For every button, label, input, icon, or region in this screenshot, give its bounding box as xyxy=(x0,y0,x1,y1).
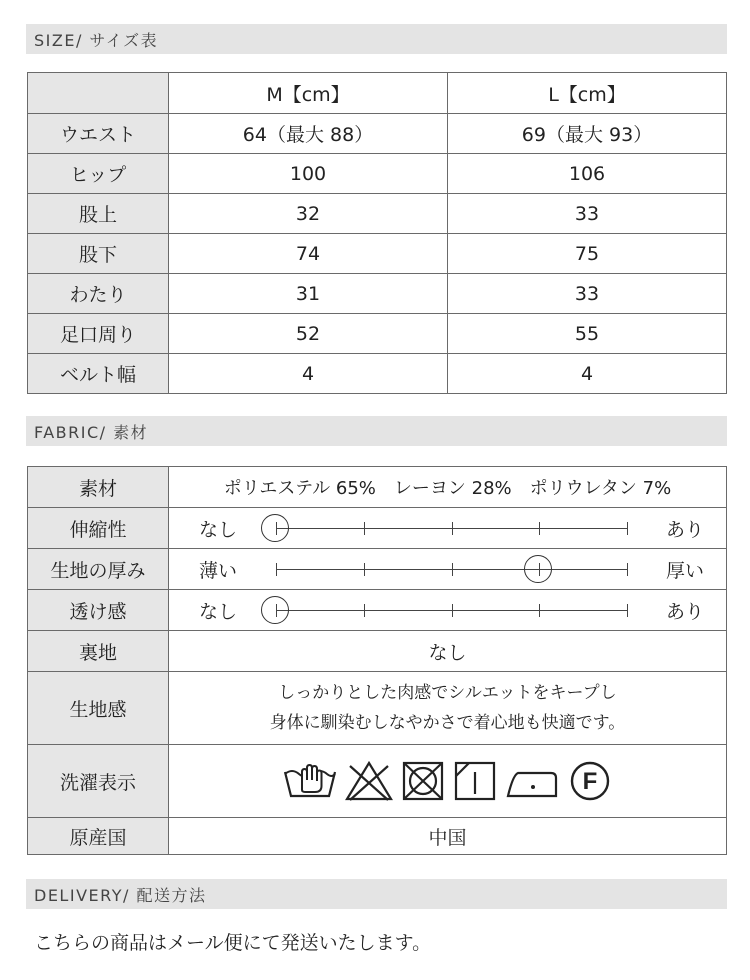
dry-clean-f-icon xyxy=(566,760,614,802)
size-col-m: M【cm】 xyxy=(169,73,448,114)
sheerness-scale xyxy=(276,595,628,625)
size-m-value: 64（最大 88） xyxy=(169,114,448,154)
scale-marker xyxy=(524,555,552,583)
size-m-value: 32 xyxy=(169,194,448,234)
feel-value xyxy=(169,672,727,745)
scale-tick xyxy=(627,604,628,617)
material-value: ポリエステル 65% レーヨン 28% ポリウレタン 7% xyxy=(169,467,727,508)
table-row xyxy=(28,194,727,234)
care-icons-cell xyxy=(169,745,727,818)
no-bleach-icon xyxy=(344,760,394,802)
care-row xyxy=(28,745,727,818)
feel-line-1: しっかりとした肉感でシルエットをキープし xyxy=(278,683,617,703)
thickness-right-label: 厚い xyxy=(665,559,704,582)
table-row xyxy=(28,314,727,354)
size-l-value: 69（最大 93） xyxy=(448,114,727,154)
scale-tick xyxy=(539,522,540,535)
scale-tick xyxy=(452,522,453,535)
scale-tick xyxy=(539,604,540,617)
size-table-header-row xyxy=(28,73,727,114)
thickness-row xyxy=(28,549,727,590)
scale-tick xyxy=(627,563,628,576)
lining-row xyxy=(28,631,727,672)
thickness-scale-cell xyxy=(169,549,727,590)
sheerness-row xyxy=(28,590,727,631)
size-row-label: 股上 xyxy=(28,194,169,234)
size-table-corner xyxy=(28,73,169,114)
size-l-value: 55 xyxy=(448,314,727,354)
scale-tick xyxy=(364,522,365,535)
origin-label: 原産国 xyxy=(28,818,169,855)
size-row-label: 足口周り xyxy=(28,314,169,354)
size-col-l: L【cm】 xyxy=(448,73,727,114)
fabric-section-header: FABRIC/ 素材 xyxy=(26,416,727,446)
stretch-row xyxy=(28,508,727,549)
table-row xyxy=(28,354,727,394)
low-iron-icon xyxy=(504,760,560,802)
size-row-label: ヒップ xyxy=(28,154,169,194)
care-label: 洗濯表示 xyxy=(28,745,169,818)
size-m-value: 74 xyxy=(169,234,448,274)
size-l-value: 106 xyxy=(448,154,727,194)
sheerness-left-label: なし xyxy=(199,600,238,623)
scale-tick xyxy=(452,563,453,576)
fabric-table xyxy=(27,466,727,855)
origin-row xyxy=(28,818,727,855)
drip-dry-shade-icon xyxy=(452,760,498,802)
delivery-section-header: DELIVERY/ 配送方法 xyxy=(26,879,727,909)
scale-tick xyxy=(364,604,365,617)
table-row xyxy=(28,234,727,274)
size-l-value: 4 xyxy=(448,354,727,394)
scale-marker xyxy=(261,514,289,542)
hand-wash-icon xyxy=(282,760,338,802)
thickness-left-label: 薄い xyxy=(199,559,238,582)
stretch-left-label: なし xyxy=(199,518,238,541)
table-row xyxy=(28,274,727,314)
size-row-label: ベルト幅 xyxy=(28,354,169,394)
size-m-value: 52 xyxy=(169,314,448,354)
stretch-scale-cell xyxy=(169,508,727,549)
size-m-value: 100 xyxy=(169,154,448,194)
size-row-label: ウエスト xyxy=(28,114,169,154)
lining-value: なし xyxy=(169,631,727,672)
origin-value: 中国 xyxy=(169,818,727,855)
scale-tick xyxy=(452,604,453,617)
thickness-scale xyxy=(276,554,628,584)
thickness-label: 生地の厚み xyxy=(28,549,169,590)
material-label: 素材 xyxy=(28,467,169,508)
lining-label: 裏地 xyxy=(28,631,169,672)
scale-tick xyxy=(276,563,277,576)
feel-line-2: 身体に馴染むしなやかさで着心地も快適です。 xyxy=(269,713,626,733)
dry-clean-f-letter: F xyxy=(582,768,597,795)
sheerness-scale-cell xyxy=(169,590,727,631)
delivery-text: こちらの商品はメール便にて発送いたします。 xyxy=(34,932,432,954)
feel-label: 生地感 xyxy=(28,672,169,745)
size-l-value: 75 xyxy=(448,234,727,274)
scale-marker xyxy=(261,596,289,624)
size-l-value: 33 xyxy=(448,194,727,234)
scale-tick xyxy=(364,563,365,576)
size-row-label: 股下 xyxy=(28,234,169,274)
size-m-value: 4 xyxy=(169,354,448,394)
material-row xyxy=(28,467,727,508)
no-tumble-dry-icon xyxy=(400,760,446,802)
table-row xyxy=(28,114,727,154)
sheerness-label: 透け感 xyxy=(28,590,169,631)
stretch-scale xyxy=(276,513,628,543)
size-section-header: SIZE/ サイズ表 xyxy=(26,24,727,54)
care-icons xyxy=(169,760,726,802)
feel-row xyxy=(28,672,727,745)
size-m-value: 31 xyxy=(169,274,448,314)
size-table xyxy=(27,72,727,394)
stretch-right-label: あり xyxy=(665,518,704,541)
sheerness-right-label: あり xyxy=(665,600,704,623)
stretch-label: 伸縮性 xyxy=(28,508,169,549)
size-row-label: わたり xyxy=(28,274,169,314)
size-l-value: 33 xyxy=(448,274,727,314)
scale-tick xyxy=(627,522,628,535)
table-row xyxy=(28,154,727,194)
